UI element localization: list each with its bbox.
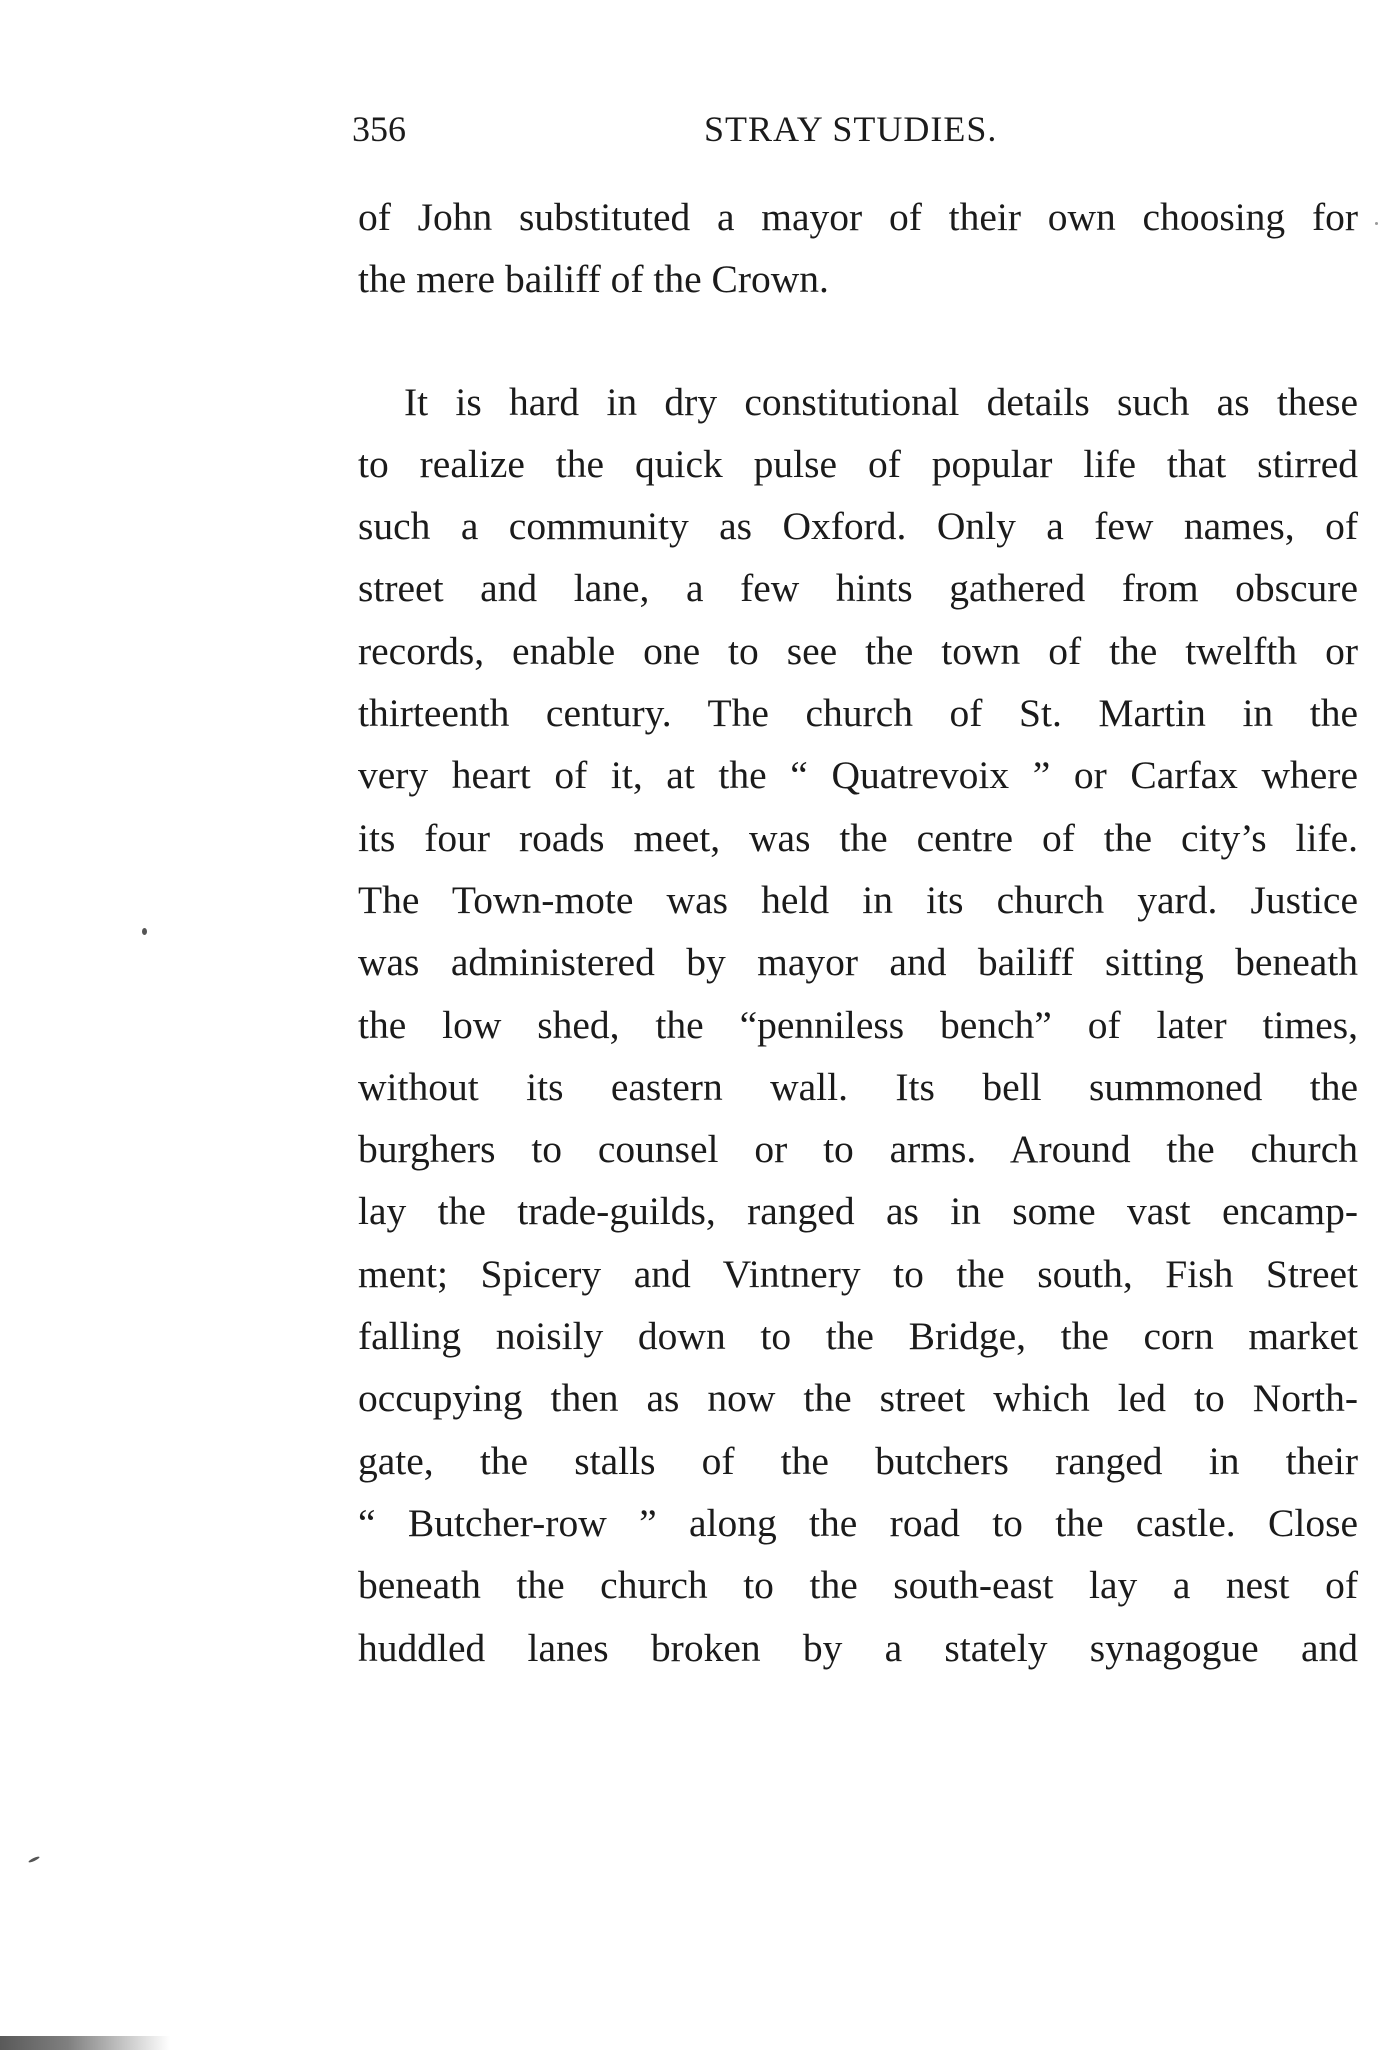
scan-edge-smudge [0, 2036, 170, 2050]
text-line: such a community as Oxford. Only a few names, of [358, 504, 1358, 549]
text-line: ment; Spicery and Vintnery to the south, Fish Street [358, 1251, 1358, 1296]
text-line: gate, the stalls of the butchers ranged in their [358, 1438, 1358, 1483]
text-line: It is hard in dry constitutional details such as these [404, 379, 1358, 424]
scan-speck [1375, 222, 1378, 225]
text-line: occupying then as now the street which led to North- [358, 1376, 1358, 1421]
text-line: records, enable one to see the town of the twelfth or [358, 628, 1358, 673]
text-line: “ Butcher-row ” along the road to the castle. Close [358, 1500, 1358, 1545]
scan-speck [142, 928, 147, 935]
paragraph [358, 371, 1358, 1679]
text-line: very heart of it, at the “ Quatrevoix ” or Carfax where [358, 753, 1358, 798]
text-line: huddled lanes broken by a stately synagogue and [358, 1625, 1358, 1670]
text-line: burghers to counsel or to arms. Around the church [358, 1127, 1358, 1172]
text-line: beneath the church to the south-east lay a nest of [358, 1563, 1358, 1608]
text-line: street and lane, a few hints gathered from obscure [358, 566, 1358, 611]
text-line: The Town-mote was held in its church yard. Justice [358, 877, 1358, 922]
text-line: the mere bailiff of the Crown. [358, 257, 829, 302]
text-line: falling noisily down to the Bridge, the corn market [358, 1314, 1358, 1359]
running-title: STRAY STUDIES. [704, 109, 998, 149]
scan-speck [28, 1856, 40, 1864]
running-head [352, 108, 1012, 158]
text-line: of John substituted a mayor of their own choosing for [358, 195, 1358, 239]
paragraph-continuation [358, 186, 1358, 311]
body-text [358, 186, 1358, 1679]
text-line: was administered by mayor and bailiff sitting beneath [358, 940, 1358, 985]
text-line: the low shed, the “penniless bench” of later times, [358, 1002, 1358, 1047]
page-number: 356 [352, 109, 406, 149]
text-line: without its eastern wall. Its bell summoned the [358, 1064, 1358, 1109]
text-line: lay the trade-guilds, ranged as in some vast encamp- [358, 1189, 1358, 1234]
paragraph-gap [358, 311, 1358, 371]
text-line: thirteenth century. The church of St. Martin in the [358, 691, 1358, 736]
text-line: to realize the quick pulse of popular life that stirred [358, 441, 1358, 486]
text-line: its four roads meet, was the centre of the city’s life. [358, 815, 1358, 860]
